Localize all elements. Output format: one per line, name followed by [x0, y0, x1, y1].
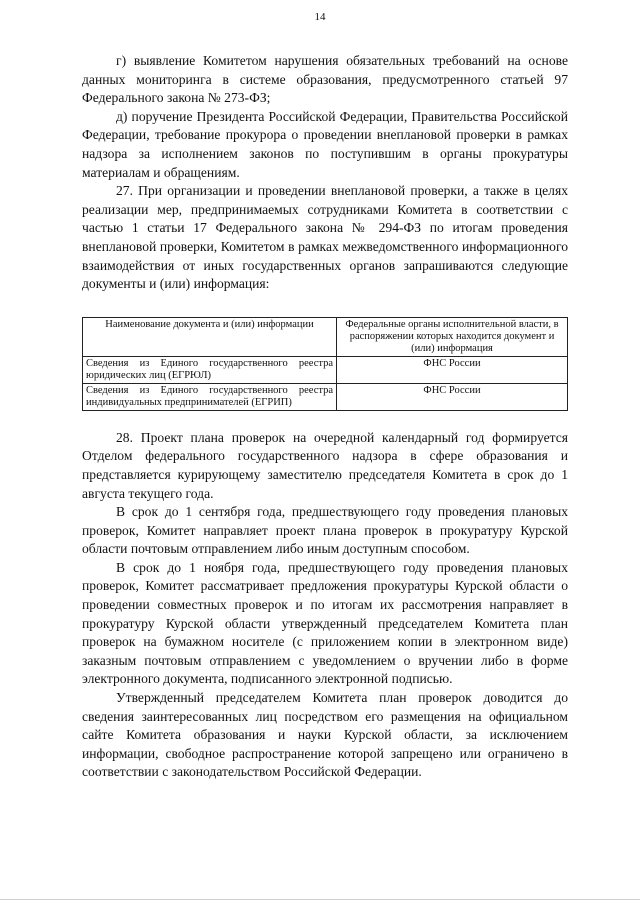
table-cell-document: Сведения из Единого государственного реестра юридических лиц (ЕГРЮЛ)	[83, 356, 337, 383]
table-header-document: Наименование документа и (или) информации	[83, 317, 337, 356]
table-cell-authority: ФНС России	[337, 383, 568, 410]
paragraph-plan-publication: Утвержденный председателем Комитета план проверок доводится до сведения заинтересованных лиц посредством его размещения на официальном сайте Комитета образования и науки Курской области, за исключением информации, свободное распространение которой запрещено или ограничено в соответствии с законодательством Российской Федерации.	[82, 690, 568, 780]
table-header-row	[83, 317, 568, 356]
page-number: 14	[314, 11, 326, 23]
page-bottom-divider	[0, 899, 640, 900]
documents-table	[82, 317, 568, 411]
paragraph-september-deadline: В срок до 1 сентября года, предшествующего году проведения плановых проверок, Комитет направляет проект плана проверок в прокуратуру Курской области почтовым отправлением либо иным доступным способом.	[82, 504, 568, 557]
paragraph-item-g: г) выявление Комитетом нарушения обязательных требований на основе данных мониторинга в системе образования, предусмотренного статьей 97 Федерального закона № 273-ФЗ;	[82, 53, 568, 106]
table-row	[83, 356, 568, 383]
table-row	[83, 383, 568, 410]
document-body	[82, 52, 568, 782]
paragraph-item-d: д) поручение Президента Российской Федерации, Правительства Российской Федерации, требование прокурора о проведении внеплановой проверки в рамках надзора за исполнением законов по поступившим в органы прокуратуры материалам и обращениям.	[82, 108, 568, 180]
paragraph-28: 28. Проект плана проверок на очередной календарный год формируется Отделом федерального государственного надзора в сфере образования и представляется курирующему заместителю председателя Комитета в срок до 1 августа текущего года.	[82, 429, 568, 501]
table-cell-authority: ФНС России	[337, 356, 568, 383]
paragraph-november-deadline: В срок до 1 ноября года, предшествующего году проведения плановых проверок, Комитет рассматривает предложения прокуратуры Курской области о проведении совместных проверок и по итогам их рассмотрения направляет в прокуратуру Курской области утвержденный председателем Комитета план проверок на бумажном носителе (с приложением копии в электронном виде) заказным почтовым отправлением с уведомлением о вручении либо в форме электронного документа, подписанного электронной подписью.	[82, 559, 568, 687]
paragraph-27: 27. При организации и проведении внеплановой проверки, а также в целях реализации мер, предпринимаемых сотрудниками Комитета в соответствии с частью 1 статьи 17 Федерального закона № 294-ФЗ по итогам проведения внеплановой проверки, Комитетом в рамках межведомственного информационного взаимодействия от иных государственных органов запрашиваются следующие документы и (или) информация:	[82, 183, 568, 292]
table-cell-document: Сведения из Единого государственного реестра индивидуальных предпринимателей (ЕГРИП)	[83, 383, 337, 410]
table-header-authority: Федеральные органы исполнительной власти, в распоряжении которых находится документ и (или) информация	[337, 317, 568, 356]
